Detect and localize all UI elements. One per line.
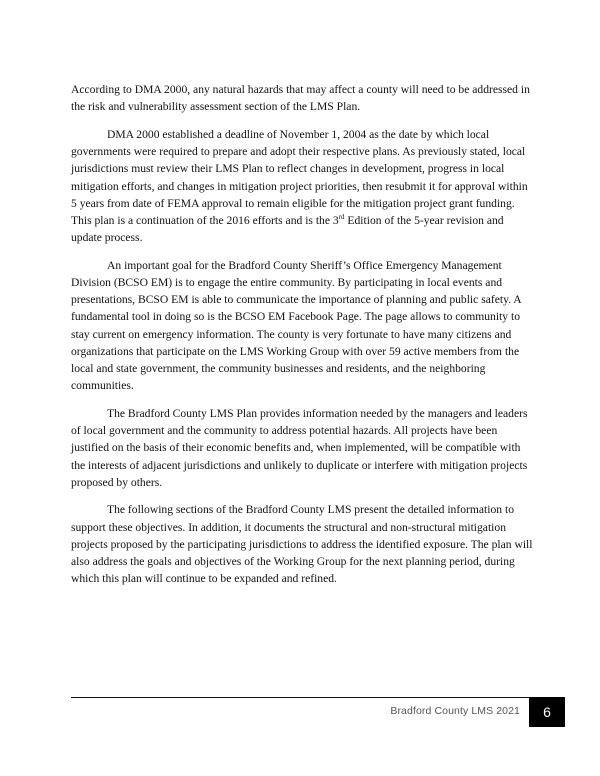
paragraph-community-engagement: An important goal for the Bradford County Sheriff’s Office Emergency Management Division (BCSO EM) is to engage the entire community. By participating in local events and presentations, BCSO EM is able to communicate the importance of planning and public safety. A fundamental tool in doing so is the BCSO EM Facebook Page. The page allows to community to stay current on emergency information. The county is very fortunate to have many citizens and organizations that participate on the LMS Working Group with over 59 active members from the local and state government, the community businesses and residents, and the neighboring communities. bbox=[71, 258, 522, 393]
edition-ordinal-superscript: rd bbox=[338, 213, 345, 222]
footer-document-title: Bradford County LMS 2021 bbox=[390, 705, 520, 717]
document-body bbox=[71, 81, 533, 598]
footer-divider bbox=[71, 697, 538, 698]
paragraph-lms-plan-info: The Bradford County LMS Plan provides information needed by the managers and leaders of local government and the community to address potential hazards. All projects have been justified on the basis of their economic benefits and, when implemented, will be compatible with the interests of adjacent jurisdictions and unlikely to duplicate or interfere with mitigation projects proposed by others. bbox=[71, 406, 528, 489]
paragraph-dma-deadline: DMA 2000 established a deadline of November 1, 2004 as the date by which local governments were required to prepare and adopt their respective plans. As previously stated, local jurisdictions must review their LMS Plan to reflect changes in development, progress in local mitigation efforts, and changes in mitigation project priorities, then resubmit it for approval within 5 years from date of FEMA approval to remain eligible for the mitigation project grant funding. This plan is a continuation of the 2016 efforts and is the 3rd Edition of the 5-year revision and update process. bbox=[71, 127, 528, 245]
paragraph-following-sections: The following sections of the Bradford County LMS present the detailed information to support these objectives. In addition, it documents the structural and non-structural mitigation projects proposed by the participating jurisdictions to address the identified exposure. The plan will also address the goals and objectives of the Working Group for the next planning period, during which this plan will continue to be expanded and refined. bbox=[71, 503, 533, 586]
page-number: 6 bbox=[529, 697, 565, 727]
paragraph-dma-hazards: According to DMA 2000, any natural hazards that may affect a county will need to be addressed in the risk and vulnerability assessment section of the LMS Plan. bbox=[71, 83, 530, 114]
